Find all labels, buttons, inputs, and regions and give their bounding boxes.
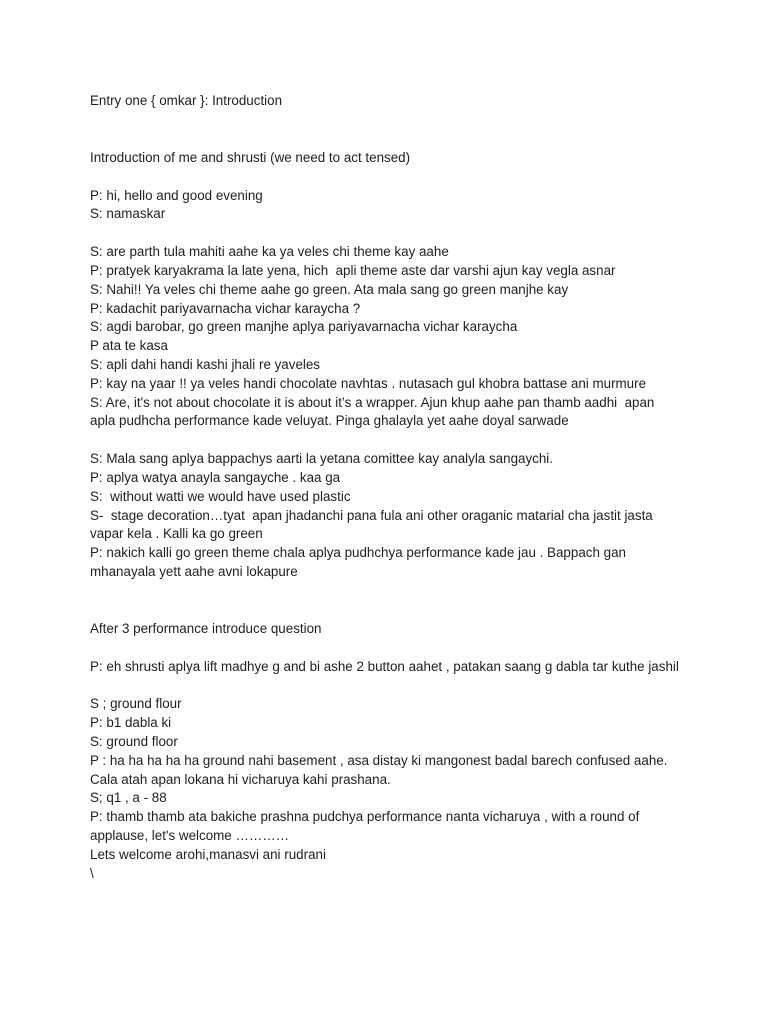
dialogue-line: P: kay na yaar !! ya veles handi chocolate navhtas . nutasach gul khobra battase ani murmure [90,375,647,391]
document-page [90,92,680,883]
section-heading-text: After 3 performance introduce question [90,620,322,636]
document-title [90,92,680,111]
dialogue-line: S: Nahi!! Ya veles chi theme aahe go green. Ata mala sang go green manjhe kay [90,281,569,297]
dialogue-line: S: namaskar [90,206,166,222]
dialogue-line: \ [90,865,94,881]
dialogue-line: S: Are, it's not about chocolate it is about it’s a wrapper. Ajun khup aahe pan thamb aadhi apan apla pudhcha performance kade veluyat. Pinga ghalayla yet aahe doyal sarwade [90,394,659,429]
dialogue-line: S- stage decoration…tyat apan jhadanchi pana fula ani other oraganic matarial cha jastit jasta vapar kela . Kalli ka go green [90,507,657,542]
dialogue-line: P: b1 dabla ki [90,715,172,731]
dialogue-block-aarti [90,450,680,582]
dialogue-line: P: nakich kalli go green theme chala aplya pudhchya performance kade jau . Bappach gan mhanayala yett aahe avni lokapure [90,545,630,579]
dialogue-block-theme [90,243,680,431]
dialogue-line: Lets welcome arohi,manasvi ani rudrani [90,846,326,862]
dialogue-line: S: without watti we would have used plastic [90,488,351,504]
section-heading [90,620,680,639]
spacer [90,431,680,450]
dialogue-line: P : ha ha ha ha ha ground nahi basement , asa distay ki mangonest badal barech confused aahe. Cala atah apan lokana hi vicharuya kahi prashana. [90,752,672,787]
dialogue-block-answer [90,695,680,883]
dialogue-line: S: are parth tula mahiti aahe ka ya veles chi theme kay aahe [90,244,449,260]
dialogue-line: S; q1 , a - 88 [90,790,167,806]
dialogue-line: S: Mala sang aplya bappachys aarti la yetana comittee kay analyla sangaychi. [90,451,553,467]
spacer [90,111,680,149]
dialogue-block-question [90,658,680,677]
intro-paragraph [90,149,680,168]
spacer [90,224,680,243]
spacer [90,676,680,695]
dialogue-line: P: hi, hello and good evening [90,187,263,203]
dialogue-line: S ; ground flour [90,696,182,712]
dialogue-line: S: apli dahi handi kashi jhali re yaveles [90,356,321,372]
intro-text: Introduction of me and shrusti (we need to act tensed) [90,149,411,165]
title-text: Entry one { omkar }: Introduction [90,93,283,108]
dialogue-line: P: eh shrusti aplya lift madhye g and bi ashe 2 button aahet , patakan saang g dabla tar kuthe jashil [90,658,679,674]
spacer [90,582,680,620]
dialogue-line: P: thamb thamb ata bakiche prashna pudchya performance nanta vicharuya , with a round of applause, let's welcome ………… [90,809,644,843]
dialogue-line: P: kadachit pariyavarnacha vichar karaycha ? [90,300,361,316]
spacer [90,168,680,187]
dialogue-block-greeting [90,187,680,225]
dialogue-line: S: ground floor [90,733,178,749]
dialogue-line: S: agdi barobar, go green manjhe aplya pariyavarnacha vichar karaycha [90,319,518,335]
spacer [90,639,680,658]
dialogue-line: P: pratyek karyakrama la late yena, hich apli theme aste dar varshi ajun kay vegla asnar [90,262,616,278]
dialogue-line: P: aplya watya anayla sangayche . kaa ga [90,469,341,485]
dialogue-line: P ata te kasa [90,338,168,354]
